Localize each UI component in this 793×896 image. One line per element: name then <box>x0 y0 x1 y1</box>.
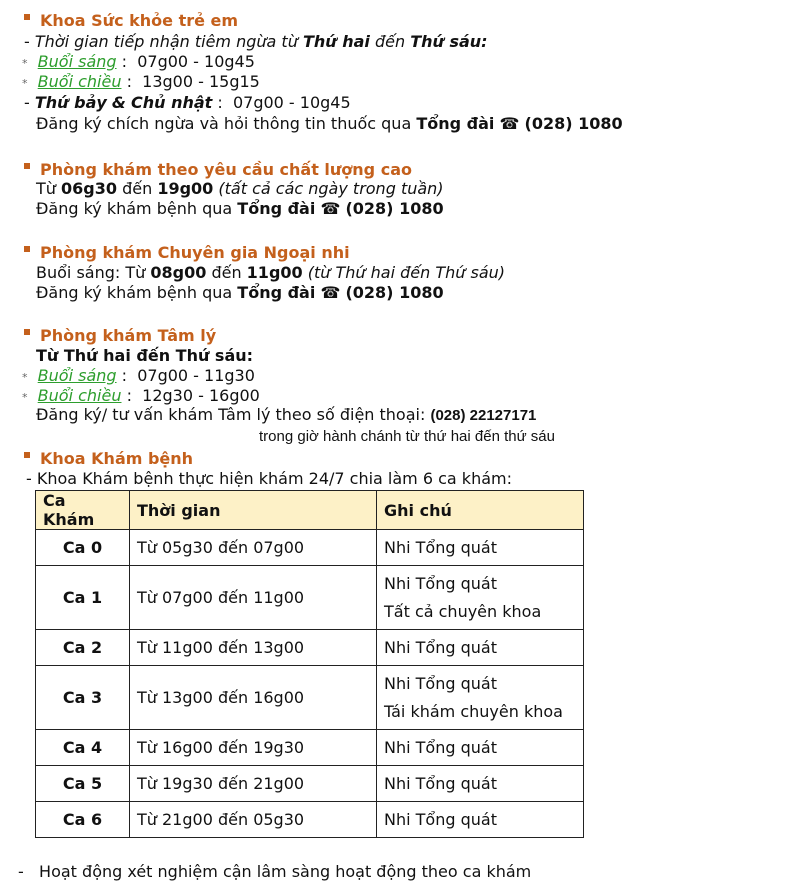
afternoon-link[interactable]: Buổi chiều <box>37 72 122 91</box>
table-row <box>36 766 584 802</box>
hotline-number[interactable]: (028) 1080 <box>345 199 444 218</box>
note-line: Nhi Tổng quát <box>384 673 497 693</box>
psychology-hours-note: trong giờ hành chánh từ thứ hai đến thứ sáu <box>259 428 555 445</box>
psychology-morning: * Buổi sáng : 07g00 - 11g30 <box>22 366 255 385</box>
shift-cell: Ca 5 <box>36 766 130 802</box>
bullet-square-icon <box>24 163 30 169</box>
section-heading-psychology: Phòng khám Tâm lý <box>24 326 216 346</box>
note-line: Nhi Tổng quát <box>384 637 497 657</box>
table-header-row <box>36 491 584 530</box>
surgery-hours: Buổi sáng: Từ 08g00 đến 11g00 (từ Thứ hai đến Thứ sáu) <box>36 263 505 282</box>
notes-cell <box>377 566 584 630</box>
morning-link[interactable]: Buổi sáng <box>37 366 117 385</box>
bullet-square-icon <box>24 452 30 458</box>
vaccination-register: Đăng ký chích ngừa và hỏi thông tin thuốc qua Tổng đài ☎ (028) 1080 <box>36 114 623 133</box>
note-line: Tái khám chuyên khoa <box>384 701 563 721</box>
section-heading-outpatient: Khoa Khám bệnh <box>24 449 193 469</box>
notes-cell <box>377 802 584 838</box>
table-row <box>36 530 584 566</box>
time-cell: Từ 07g00 đến 11g00 <box>130 566 377 630</box>
time-cell: Từ 16g00 đến 19g30 <box>130 730 377 766</box>
time-cell: Từ 19g30 đến 21g00 <box>130 766 377 802</box>
vaccination-morning: * Buổi sáng : 07g00 - 10g45 <box>22 52 255 71</box>
shift-cell: Ca 2 <box>36 630 130 666</box>
asterisk-icon: * <box>22 77 28 90</box>
afternoon-link[interactable]: Buổi chiều <box>37 386 122 405</box>
asterisk-icon: * <box>22 57 28 70</box>
table-row <box>36 630 584 666</box>
bullet-square-icon <box>24 329 30 335</box>
section-heading-premium-clinic: Phòng khám theo yêu cầu chất lượng cao <box>24 160 412 180</box>
psychology-phone[interactable]: (028) 22127171 <box>430 407 537 424</box>
table-row <box>36 666 584 730</box>
notes-cell <box>377 630 584 666</box>
bullet-square-icon <box>24 14 30 20</box>
note-line: Tất cả chuyên khoa <box>384 601 542 621</box>
column-header-time: Thời gian <box>130 491 377 530</box>
shift-cell: Ca 3 <box>36 666 130 730</box>
phone-icon: ☎ <box>320 283 341 302</box>
phone-icon: ☎ <box>320 199 341 218</box>
shift-schedule-table <box>35 490 584 838</box>
asterisk-icon: * <box>22 391 28 404</box>
column-header-shift: Ca Khám <box>36 491 130 530</box>
time-cell: Từ 13g00 đến 16g00 <box>130 666 377 730</box>
column-header-notes: Ghi chú <box>377 491 584 530</box>
bullet-square-icon <box>24 246 30 252</box>
note-line: Nhi Tổng quát <box>384 773 497 793</box>
time-cell: Từ 11g00 đến 13g00 <box>130 630 377 666</box>
note-line: Nhi Tổng quát <box>384 573 497 593</box>
premium-hours: Từ 06g30 đến 19g00 (tất cả các ngày trong tuần) <box>36 179 444 198</box>
psychology-days: Từ Thứ hai đến Thứ sáu: <box>36 346 254 365</box>
vaccination-weekend: - Thứ bảy & Chủ nhật : 07g00 - 10g45 <box>24 93 351 112</box>
shift-cell: Ca 0 <box>36 530 130 566</box>
psychology-register: Đăng ký/ tư vấn khám Tâm lý theo số điện thoại: (028) 22127171 <box>36 405 537 424</box>
note-line: Nhi Tổng quát <box>384 809 497 829</box>
vaccination-intro: - Thời gian tiếp nhận tiêm ngừa từ Thứ hai đến Thứ sáu: <box>24 32 488 51</box>
asterisk-icon: * <box>22 371 28 384</box>
premium-register: Đăng ký khám bệnh qua Tổng đài ☎ (028) 1080 <box>36 199 444 218</box>
vaccination-afternoon: * Buổi chiều : 13g00 - 15g15 <box>22 72 260 91</box>
notes-cell <box>377 766 584 802</box>
notes-cell <box>377 666 584 730</box>
time-cell: Từ 21g00 đến 05g30 <box>130 802 377 838</box>
surgery-register: Đăng ký khám bệnh qua Tổng đài ☎ (028) 1080 <box>36 283 444 302</box>
table-row <box>36 566 584 630</box>
shift-cell: Ca 4 <box>36 730 130 766</box>
table-row <box>36 802 584 838</box>
shift-cell: Ca 6 <box>36 802 130 838</box>
psychology-afternoon: * Buổi chiều : 12g30 - 16g00 <box>22 386 260 405</box>
table-row <box>36 730 584 766</box>
note-line: Nhi Tổng quát <box>384 537 497 557</box>
section-heading-child-health: Khoa Sức khỏe trẻ em <box>24 11 238 31</box>
notes-cell <box>377 530 584 566</box>
morning-link[interactable]: Buổi sáng <box>37 52 117 71</box>
notes-cell <box>377 730 584 766</box>
note-line: Nhi Tổng quát <box>384 737 497 757</box>
time-cell: Từ 05g30 đến 07g00 <box>130 530 377 566</box>
outpatient-intro: - Khoa Khám bệnh thực hiện khám 24/7 chia làm 6 ca khám: <box>26 469 512 488</box>
lab-activity-note: - Hoạt động xét nghiệm cận lâm sàng hoạt động theo ca khám <box>18 862 532 881</box>
shift-cell: Ca 1 <box>36 566 130 630</box>
phone-icon: ☎ <box>499 114 520 133</box>
hotline-number[interactable]: (028) 1080 <box>524 114 623 133</box>
hotline-number[interactable]: (028) 1080 <box>345 283 444 302</box>
section-heading-pediatric-surgery: Phòng khám Chuyên gia Ngoại nhi <box>24 243 350 263</box>
